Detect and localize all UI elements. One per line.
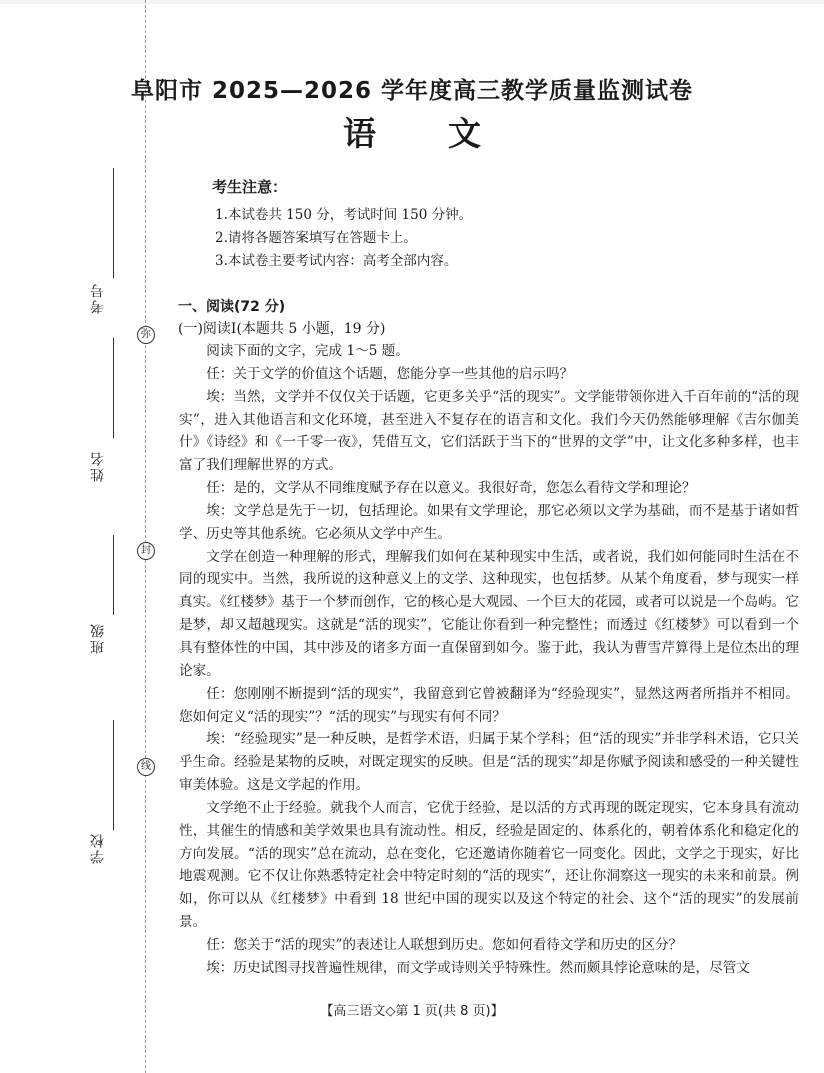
subject-title (0, 108, 824, 155)
seal-mark-mi: 弥 (137, 326, 155, 344)
paragraph: 埃：当然，文学并不仅仅关于话题，它更多关乎“活的现实”。文学能带领你进入千百年前的“活的现实”，进入其他语言和文化环境，甚至进入不复存在的语言和文化。我们今天仍然能够理解《吉尔伽美什》《诗经》和《一千零一夜》，凭借互文，它们活跃于当下的“世界的文学”中，让文化多种多样，也丰富了我们理解世界的方式。 (179, 388, 799, 474)
paragraph: 阅读下面的文字，完成 1～5 题。 (206, 343, 409, 359)
notice-item: 3.本试卷主要考试内容：高考全部内容。 (215, 253, 458, 269)
exam-number-label: 考号 (90, 282, 106, 314)
exam-number-blank (113, 168, 114, 278)
paragraph: 文学在创造一种理解的形式，理解我们如何在某种现实中生活，或者说，我们如何能同时生活在不同的现实中。当然，我所说的这种意义上的文学、这种现实，也包括梦。从某个角度看，梦与现实一样真实。《红楼梦》基于一个梦而创作，它的核心是大观园、一个巨大的花园，或者可以说是一个岛屿。它是梦，却又超越现实。这就是“活的现实”，它能让你看到一种完整性；而透过《红楼梦》可以看到一个具有整体性的中国，其中涉及的诸多方面一直保留到如今。鉴于此，我认为曹雪芹算得上是位杰出的理论家。 (179, 548, 799, 679)
paragraph: 任：是的，文学从不同维度赋予存在以意义。我很好奇，您怎么看待文学和理论？ (206, 480, 696, 497)
name-label: 姓名 (90, 450, 106, 482)
paragraph: 任：您刚刚不断提到“活的现实”，我留意到它曾被翻译为“经验现实”，显然这两者所指并不相同。您如何定义“活的现实”？“活的现实”与现实有何不同？ (179, 685, 799, 725)
notice-item: 1.本试卷共 150 分，考试时间 150 分钟。 (215, 207, 473, 223)
class-label: 班级 (90, 622, 106, 654)
seal-mark-feng: 封 (137, 542, 155, 560)
subject-char-1: 语 (343, 114, 376, 153)
class-blank (113, 535, 114, 615)
name-blank (113, 338, 114, 438)
seal-mark-xian: 线 (137, 758, 155, 776)
page-footer: 【高三语文◇第 1 页(共 8 页)】 (320, 1004, 504, 1019)
notice-item: 2.请将各题答案填写在答题卡上。 (215, 230, 417, 246)
paragraph: 文学绝不止于经验。就我个人而言，它优于经验，是以活的方式再现的既定现实，它本身具有流动性，其催生的情感和美学效果也具有流动性。相反，经验是固定的、体系化的，朝着体系化和稳定化的方向发展。“活的现实”总在流动，总在变化，它还邀请你随着它一同变化。因此，文学之于现实，好比地震观测。它不仅让你熟悉特定社会中特定时刻的“活的现实”，还让你洞察这一现实的未来和前景。例如，你可以从《红楼梦》中看到 18 世纪中国的现实以及这个特定的社会、这个“活的现实”的发展前景。 (179, 799, 799, 931)
subsection-title: (一)阅读Ⅰ(本题共 5 小题，19 分) (178, 321, 386, 337)
paragraph: 埃：历史试图寻找普遍性规律，而文学或诗则关乎特殊性。然而颇具悖论意味的是，尽管文 (206, 959, 750, 976)
binding-dashed-line (145, 0, 146, 1073)
section-title: 一、阅读(72 分) (178, 299, 286, 315)
paragraph: 埃：“经验现实”是一种反映，是哲学术语，归属于某个学科；但“活的现实”并非学科术语，它只关乎生命。经验是某物的反映，对既定现实的反映。但是“活的现实”却是你赋予阅读和感受的一种关键性审美体验。这是文学起的作用。 (179, 731, 799, 794)
reading-passage (179, 340, 799, 980)
page-top-edge (0, 0, 824, 4)
exam-title: 阜阳市 2025—2026 学年度高三教学质量监测试卷 (130, 78, 694, 104)
paragraph: 埃：文学总是先于一切，包括理论。如果有文学理论，那它必须以文学为基础，而不是基于诸如哲学、历史等其他系统。它必须从文学中产生。 (179, 502, 799, 542)
school-blank (113, 720, 114, 830)
notice-heading: 考生注意： (212, 178, 288, 196)
subject-char-2: 文 (448, 114, 481, 153)
paragraph: 任：您关于“活的现实”的表述让人联想到历史。您如何看待文学和历史的区分？ (206, 936, 683, 953)
school-label: 学校 (90, 832, 106, 864)
paragraph: 任：关于文学的价值这个话题，您能分享一些其他的启示吗？ (206, 365, 574, 382)
